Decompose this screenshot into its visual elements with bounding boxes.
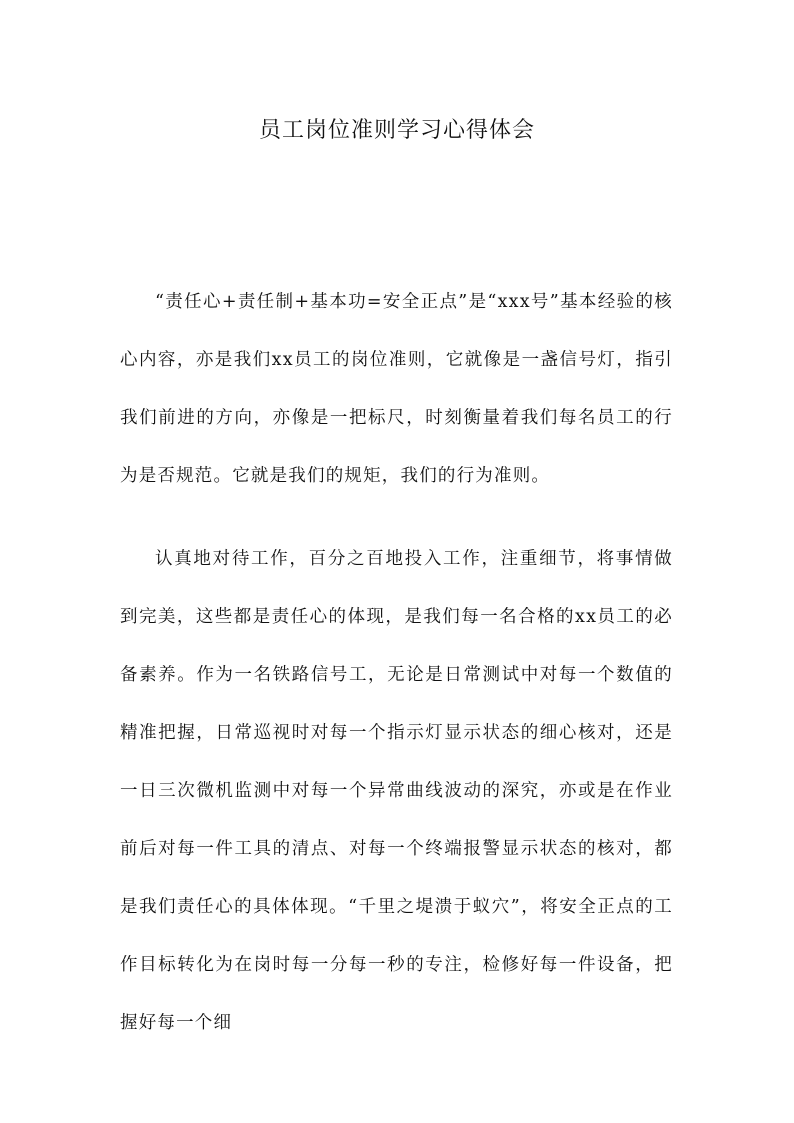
paragraph-2: 认真地对待工作，百分之百地投入工作，注重细节，将事情做到完美，这些都是责任心的体现，是我们每一名合格的xx员工的必备素养。作为一名铁路信号工，无论是日常测试中对每一个数值的精准把握，日常巡视时对每一个指示灯显示状态的细心核对，还是一日三次微机监测中对每一个异常曲线波动的深究，亦或是在作业前后对每一件工具的清点、对每一个终端报警显示状态的核对，都是我们责任心的具体体现。“千里之堤溃于蚁穴”，将安全正点的工作目标转化为在岗时每一分每一秒的专注，检修好每一件设备，把握好每一个细 bbox=[120, 549, 673, 1033]
paragraph-1: “责任心+责任制+基本功=安全正点”是“xxx号”基本经验的核心内容，亦是我们xx员工的岗位准则，它就像是一盏信号灯，指引我们前进的方向，亦像是一把标尺，时刻衡量着我们每名员工的行为是否规范。它就是我们的规矩，我们的行为准则。 bbox=[120, 292, 673, 486]
document-body bbox=[120, 273, 673, 1052]
page-title: 员工岗位准则学习心得体会 bbox=[258, 118, 535, 143]
